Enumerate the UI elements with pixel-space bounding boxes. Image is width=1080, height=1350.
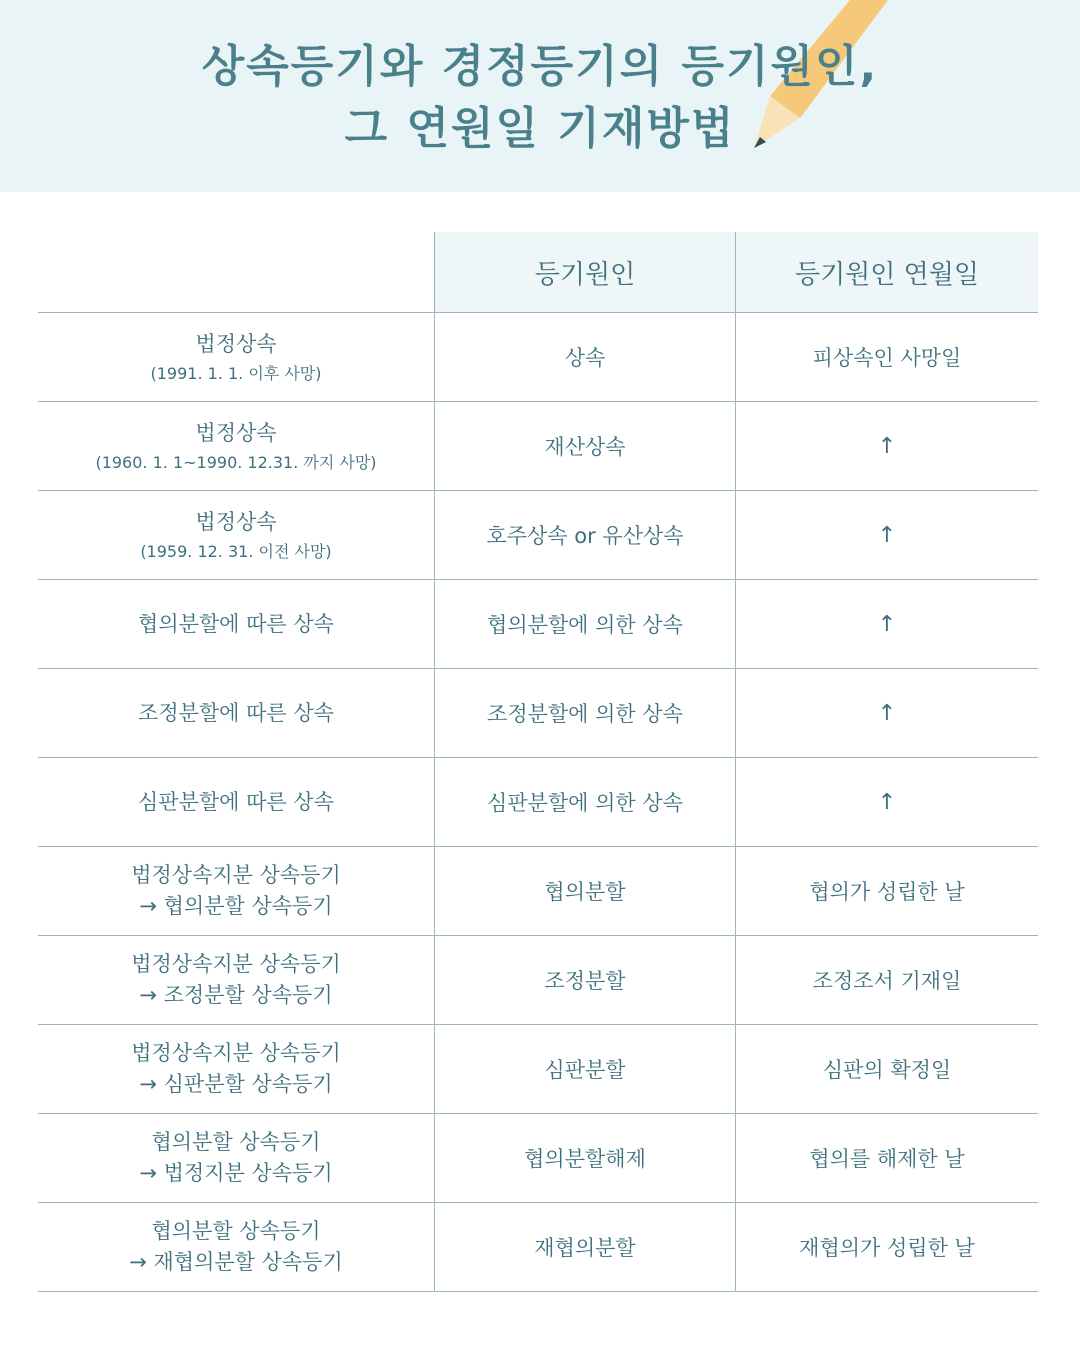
row-type-cell <box>38 1203 434 1291</box>
row-cause: 상속 <box>564 346 606 370</box>
row-type-cell <box>38 1114 434 1202</box>
row-date-cell <box>735 313 1038 401</box>
table-row <box>38 1203 1038 1292</box>
title-banner <box>0 0 1080 192</box>
row-date-cell <box>735 758 1038 846</box>
row-date: 조정조서 기재일 <box>812 969 962 993</box>
row-type: 법정상속 <box>195 331 277 356</box>
table-header-row <box>38 232 1038 313</box>
row-cause-cell <box>434 847 735 935</box>
title-line-2: 그 연원일 기재방법 <box>344 103 736 154</box>
row-cause-cell <box>434 758 735 846</box>
row-type-period: (1991. 1. 1. 이후 사망) <box>150 363 322 383</box>
row-cause-cell <box>434 1114 735 1202</box>
table-row <box>38 936 1038 1025</box>
row-cause-cell <box>434 491 735 579</box>
row-date-cell <box>735 669 1038 757</box>
row-cause: 협의분할 <box>544 880 626 904</box>
row-type: 법정상속 <box>195 420 277 445</box>
row-date-cell <box>735 491 1038 579</box>
row-date-cell <box>735 847 1038 935</box>
row-type: 조정분할에 따른 상속 <box>138 700 334 725</box>
row-date: 심판의 확정일 <box>822 1058 952 1082</box>
row-type: 협의분할 상속등기 <box>151 1219 321 1243</box>
header-cell-cause <box>434 232 735 312</box>
row-type: 심판분할에 따른 상속 <box>138 789 334 814</box>
row-type-change: → 조정분할 상속등기 <box>139 983 333 1007</box>
row-date: 재협의가 성립한 날 <box>799 1236 975 1260</box>
row-type-cell <box>38 758 434 846</box>
row-date: 협의를 해제한 날 <box>809 1147 965 1171</box>
header-cause-label: 등기원인 <box>534 259 636 290</box>
row-type-change: → 법정지분 상속등기 <box>139 1161 333 1185</box>
row-type-change: → 협의분할 상속등기 <box>139 894 333 918</box>
table-row <box>38 313 1038 402</box>
row-type: 법정상속지분 상속등기 <box>131 863 341 887</box>
row-cause-cell <box>434 936 735 1024</box>
row-cause: 조정분할 <box>544 969 626 993</box>
row-date-cell <box>735 1025 1038 1113</box>
same-as-above-arrow-icon: ↑ <box>877 522 897 548</box>
same-as-above-arrow-icon: ↑ <box>877 700 897 726</box>
row-cause: 재협의분할 <box>534 1236 636 1260</box>
title-line-1: 상속등기와 경정등기의 등기원인, <box>201 41 879 92</box>
row-cause-cell <box>434 1203 735 1291</box>
row-cause-cell <box>434 669 735 757</box>
row-cause-cell <box>434 580 735 668</box>
header-cell-empty <box>38 232 434 312</box>
row-cause: 협의분할해제 <box>524 1147 646 1171</box>
table-row <box>38 1114 1038 1203</box>
row-date: 피상속인 사망일 <box>812 346 962 370</box>
row-type-change: → 심판분할 상속등기 <box>139 1072 333 1096</box>
row-date-cell <box>735 1114 1038 1202</box>
table-row <box>38 669 1038 758</box>
row-type: 협의분할 상속등기 <box>151 1130 321 1154</box>
row-date-cell <box>735 1203 1038 1291</box>
table-row <box>38 758 1038 847</box>
row-cause: 재산상속 <box>544 435 626 459</box>
row-type-period: (1959. 12. 31. 이전 사망) <box>140 541 332 561</box>
row-date: 협의가 성립한 날 <box>809 880 965 904</box>
table-row <box>38 491 1038 580</box>
registration-table <box>38 232 1038 1292</box>
row-type-cell <box>38 669 434 757</box>
row-type: 법정상속 <box>195 509 277 534</box>
row-cause-cell <box>434 313 735 401</box>
row-type-cell <box>38 936 434 1024</box>
row-type-period: (1960. 1. 1~1990. 12.31. 까지 사망) <box>95 452 377 472</box>
row-cause: 심판분할 <box>544 1058 626 1082</box>
row-date-cell <box>735 580 1038 668</box>
row-type: 법정상속지분 상속등기 <box>131 1041 341 1065</box>
row-type-cell <box>38 402 434 490</box>
header-date-label: 등기원인 연월일 <box>794 259 980 290</box>
row-cause: 심판분할에 의한 상속 <box>487 791 683 815</box>
row-type-change: → 재협의분할 상속등기 <box>129 1250 343 1274</box>
page-title <box>0 36 1080 160</box>
row-date-cell <box>735 402 1038 490</box>
same-as-above-arrow-icon: ↑ <box>877 611 897 637</box>
row-type: 협의분할에 따른 상속 <box>138 611 334 636</box>
row-cause: 호주상속 or 유산상속 <box>486 524 684 548</box>
row-date-cell <box>735 936 1038 1024</box>
row-cause-cell <box>434 1025 735 1113</box>
row-type-cell <box>38 491 434 579</box>
same-as-above-arrow-icon: ↑ <box>877 433 897 459</box>
table-row <box>38 1025 1038 1114</box>
row-cause: 조정분할에 의한 상속 <box>487 702 683 726</box>
table-row <box>38 402 1038 491</box>
row-type-cell <box>38 847 434 935</box>
table-row <box>38 847 1038 936</box>
row-type: 법정상속지분 상속등기 <box>131 952 341 976</box>
row-cause: 협의분할에 의한 상속 <box>487 613 683 637</box>
table-row <box>38 580 1038 669</box>
row-type-cell <box>38 313 434 401</box>
row-type-cell <box>38 580 434 668</box>
row-type-cell <box>38 1025 434 1113</box>
same-as-above-arrow-icon: ↑ <box>877 789 897 815</box>
row-cause-cell <box>434 402 735 490</box>
header-cell-date <box>735 232 1038 312</box>
